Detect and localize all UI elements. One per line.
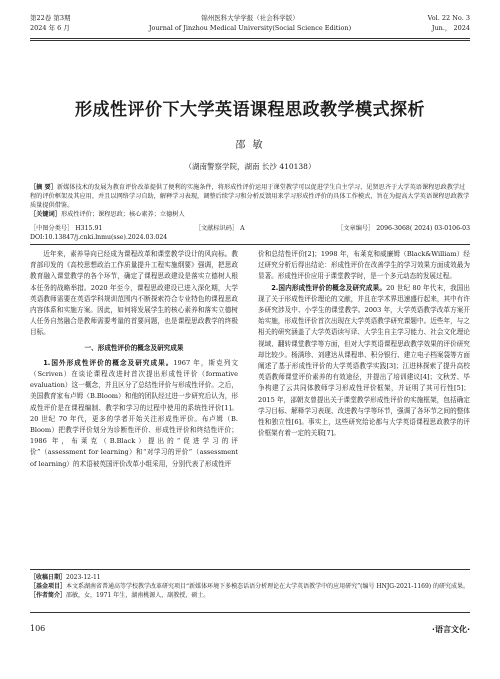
keywords-text: 形成性评价；课程思政；核心素养；立德树人 <box>60 211 185 218</box>
paragraph: 价和总结性评价[2]；1998 年，布莱克和威廉姆（Black&William）经过研究分析后得出结论：形成性评价在改善学生的学习效果方面成效最为显著。形成性评价应用于课堂教学时，是一个多元动态的发展过程。 <box>258 250 470 281</box>
article-meta <box>30 224 470 242</box>
received-date: ［收稿日期］2023-12-11 <box>30 574 101 581</box>
paper-affiliation: （湖南警察学院，湖南 长沙 410138） <box>184 162 316 171</box>
paragraph: 1.国外形成性评价的概念及研究成果。1967 年，斯克列文（Scriven）在谈论课程改进时首次提出形成性评价（formative evaluation）这一概念，并且区分了总结性评价与形成性评价。之后，美国教育家布卢姆（B.Bloom）和他的团队经过进一步研究后认为，形成性评价是在课程编制、教学和学习的过程中使用的系统性评价[1]。20 世纪 70 年代，更多的学者开始关注形成性评价。布卢姆（B. Bloom）把教学评价划分为诊断性评价、形成性评价和终结性评价；1986 年，布莱克（B.Black）提出的“促进学习的评价”（assessment for learning）和“对学习的评价”（assessment of learning）的术语被英国评价改革小组采用，分别代表了形成性评 <box>30 358 238 468</box>
section-name: ·语言文化· <box>431 625 470 634</box>
article-number: ［文章编号］ 2096-3068( 2024) 03-0106-03 <box>337 225 470 232</box>
abstract-text: 新媒体技术的发展为教育评价改革提供了便利的实施条件，将形成性评价运用于课堂教学可以促进学生自主学习、见贤思齐于大学英语课程思政教学过程的评价框架及其应用，并且以网络学习自助，解释学习表现，调整后续学习和分析反馈用来学习形成性评价的具体工作模式，旨在为提高大学英语课程思政教学质量提供借鉴。 <box>30 184 470 209</box>
header-volume: Vol. 22 No. 3 Jun.， 2024 <box>427 14 470 32</box>
page-number: 106 <box>30 624 46 633</box>
author-bio: ［作者简介］邵敏，女，1971 年生，湖南桃源人，副教授，硕士。 <box>30 592 210 599</box>
abstract-block <box>30 183 470 219</box>
fund-info: ［基金项目］本文系湖南省普通高等学校教学改革研究项目“新媒体环境下多模态话语分析理论在大学英语教学中的应用研究”(编号 HNJG-2021-1169) 的研究成果。 <box>30 583 470 590</box>
paper-title: 形成性评价下大学英语课程思政教学模式探析 <box>75 100 425 120</box>
footnotes <box>30 573 470 600</box>
keywords-label: ［关键词］ <box>30 211 61 218</box>
footnote-rule <box>30 569 470 570</box>
body-column-left <box>30 249 238 470</box>
paragraph: 2.国内形成性评价的概念及研究成果。20 世纪 80 年代末，我国出现了关于形成性评价理论的文献，并且在学术界迅速盛行起来，其中有许多研究涉及中、小学生的课堂教学。2003 年，大学英语教学改革方案开始实施，形成性评价首次出现在大学英语教学研究课题中。近些年，与之相关的研究涵盖了大学英语读写译、大学生自主学习能力、社会文化理论视域、翻转课堂教学等方面，但对大学英语课程思政教学效果的评价研究却比较少。杨满珍、刘建达从课程串、积分银行、建立电子档案袋等方面阐述了基于形成性评价的大学英语教学实践[3]；江进林探索了提升高校英语教师课堂评价素养的有效途径，并提出了培训建议[4]；文秋芳、毕争构建了云共同体教师学习形成性评价框架，并证明了其可行性[5]；2015 年，邵朝友曾提出关于课堂教学形成性评价的实施框架，包括确定学习目标、解释学习表现、改进教与学等环节，强调了各环节之间的整体性和独立性[6]。事实上，这些研究给论都与大学英语课程思政教学的评价框架有着一定的关联[7]。 <box>258 283 470 438</box>
paper-author: 邵 敏 <box>235 140 265 151</box>
header-rule-thin <box>30 40 470 41</box>
subsection-heading: 2.国内形成性评价的概念及研究成果。 <box>271 283 387 292</box>
paragraph: 近年来，素养导向已经成为课程改革和课堂教学设计的风向标。教育部印发的《高校思想政治工作质量提升工程实施纲要》强调，把思政教育融入课堂教学的各个环节，确定了课程思政建设是落实立德树人根本任务的战略举措。2020 年至今，课程思政建设已进入深化期，大学英语教师需要在英语学科规训范围内不断探索符合专业特色的课程思政内容体系和实施方案。因此，如何将发展学生的核心素养和落实立德树人任务自然融合是教师需要考量的首要问题，也是课程思政教学的终极目标。 <box>30 250 238 337</box>
subsection-heading: 1.国外形成性评价的概念及研究成果。 <box>43 358 174 367</box>
header-journal: 锦州医科大学学报（社会科学版） Journal of Jinzhou Medical University(Social Science Edition) <box>148 14 352 32</box>
section-heading: 一、形成性评价的概念及研究成果 <box>84 343 184 352</box>
abstract-label: ［摘 要］ <box>30 184 57 191</box>
clc-number: ［中图分类号］ H315.91 <box>30 225 103 232</box>
body-column-right <box>258 249 470 439</box>
header-issue: 第22卷 第3期 2024 年 6 月 <box>30 14 71 32</box>
footer-rule <box>30 612 470 613</box>
meta-rule <box>30 244 470 245</box>
doi: DOI:10.13847/j.cnki.lnmu(sse).2024.03.024 <box>30 234 168 241</box>
doc-code: ［文献标识码］ A <box>194 225 245 232</box>
header-rule <box>30 38 470 39</box>
